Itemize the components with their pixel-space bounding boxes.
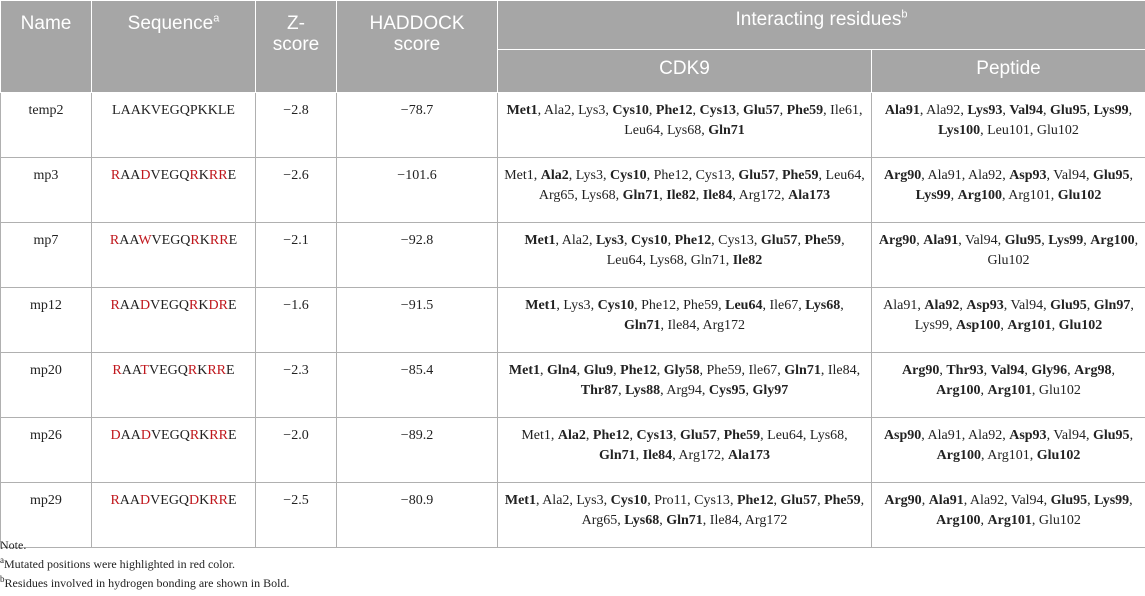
- table-row: [1, 353, 1145, 418]
- hbond-residue: Glu95: [1050, 103, 1087, 118]
- cell-cdk9-residues: Met1, Ala2, Lys3, Cys10, Pro11, Cys13, Phe12, Glu57, Phe59, Arg65, Lys68, Gln71, Ile84, Arg172: [498, 483, 872, 548]
- mutated-residue: RR: [208, 168, 228, 183]
- hbond-residue: Arg101: [1007, 318, 1052, 333]
- residue: Cys13: [694, 493, 730, 508]
- residue: Gln71: [690, 253, 726, 268]
- mutated-residue: R: [112, 363, 122, 378]
- hbond-residue: Cys95: [708, 383, 746, 398]
- cell-haddock-score: −91.5: [337, 288, 498, 353]
- cell-cdk9-residues: Met1, Ala2, Lys3, Cys10, Phe12, Cys13, Glu57, Phe59, Leu64, Lys68, Gln71, Ile82: [498, 223, 872, 288]
- hbond-residue: Glu102: [1058, 318, 1103, 333]
- residue: Lys68: [581, 188, 616, 203]
- table-row: [1, 223, 1145, 288]
- cell-peptide-residues: Arg90, Ala91, Ala92, Val94, Glu95, Lys99, Arg100, Arg101, Glu102: [872, 483, 1145, 548]
- hbond-residue: Gly97: [752, 383, 789, 398]
- hbond-residue: Arg100: [936, 383, 981, 398]
- residue: Glu102: [1036, 123, 1079, 138]
- cell-sequence: [92, 158, 256, 223]
- hbond-residue: Cys10: [612, 103, 649, 118]
- hbond-residue: Val94: [1009, 103, 1044, 118]
- note-b: $^b$Residues involved in hydrogen bonding are shown in Bold.: [0, 574, 290, 590]
- cell-peptide-residues: Arg90, Ala91, Ala92, Asp93, Val94, Glu95, Lys99, Arg100, Arg101, Glu102: [872, 158, 1145, 223]
- header-name: Name: [1, 1, 92, 93]
- residue: Phe12: [641, 298, 677, 313]
- residue: Glu102: [1038, 383, 1081, 398]
- table-notes: [0, 536, 289, 593]
- table-row: [1, 158, 1145, 223]
- cell-peptide-residues: Ala91, Ala92, Asp93, Val94, Glu95, Gln97, Lys99, Asp100, Arg101, Glu102: [872, 288, 1145, 353]
- cell-name: temp2: [1, 93, 92, 158]
- mutated-residue: D: [189, 493, 200, 508]
- residue: Met1: [521, 428, 551, 443]
- cell-peptide-residues: Arg90, Thr93, Val94, Gly96, Arg98, Arg100, Arg101, Glu102: [872, 353, 1145, 418]
- cell-peptide-residues: Arg90, Ala91, Val94, Glu95, Lys99, Arg100, Glu102: [872, 223, 1145, 288]
- residue: Ala92: [926, 103, 961, 118]
- hbond-residue: Val94: [990, 363, 1025, 378]
- hbond-residue: Lys100: [938, 123, 981, 138]
- residue: Leu64: [624, 123, 660, 138]
- hbond-residue: Met1: [506, 103, 538, 118]
- hbond-residue: Cys10: [610, 168, 647, 183]
- header-haddock-score: HADDOCK score: [337, 1, 498, 93]
- hbond-residue: Arg101: [987, 383, 1032, 398]
- cell-zscore: −2.5: [256, 483, 337, 548]
- hbond-residue: Lys99: [915, 188, 951, 203]
- mutated-residue: W: [138, 233, 152, 248]
- residue: Ile67: [748, 363, 778, 378]
- residue: Arg94: [666, 383, 702, 398]
- residue: Arg101: [987, 448, 1030, 463]
- hbond-residue: Thr93: [946, 363, 984, 378]
- table-body: [1, 93, 1145, 548]
- sequence-segment: VEGQ: [150, 428, 190, 443]
- residue: Ala92: [969, 493, 1005, 508]
- hbond-residue: Glu102: [1057, 188, 1102, 203]
- hbond-residue: Ala91: [928, 493, 964, 508]
- hbond-residue: Gln97: [1093, 298, 1131, 313]
- hbond-residue: Ala91: [884, 103, 920, 118]
- residue: Leu64: [767, 428, 803, 443]
- residue: Lys3: [575, 168, 604, 183]
- sequence-segment: VEGQ: [150, 168, 190, 183]
- sequence-segment: E: [227, 493, 237, 508]
- sequence-segment: E: [226, 363, 235, 378]
- hbond-residue: Leu64: [725, 298, 763, 313]
- sequence-segment: K: [199, 233, 210, 248]
- hbond-residue: Arg100: [1090, 233, 1135, 248]
- hbond-residue: Met1: [524, 233, 556, 248]
- mutated-residue: R: [189, 168, 199, 183]
- hbond-residue: Lys93: [967, 103, 1003, 118]
- hbond-residue: Glu95: [1004, 233, 1042, 248]
- residue: Phe59: [706, 363, 742, 378]
- hbond-residue: Ala173: [727, 448, 770, 463]
- cell-sequence: [92, 223, 256, 288]
- header-sequence: Sequence$^a$: [92, 1, 256, 93]
- hbond-residue: Lys99: [1094, 493, 1130, 508]
- mutated-residue: R: [189, 298, 199, 313]
- residue: Cys13: [695, 168, 732, 183]
- hbond-residue: Glu95: [1092, 168, 1130, 183]
- mutated-residue: R: [110, 493, 120, 508]
- hbond-residue: Ala92: [924, 298, 960, 313]
- note-title: Note.: [0, 538, 27, 552]
- sequence-segment: AA: [120, 168, 141, 183]
- hbond-residue: Ala2: [540, 168, 569, 183]
- hbond-residue: Ile84: [702, 188, 733, 203]
- hbond-residue: Asp90: [883, 428, 922, 443]
- residue: Leu64: [606, 253, 643, 268]
- cell-zscore: −2.3: [256, 353, 337, 418]
- hbond-residue: Ala2: [557, 428, 586, 443]
- hbond-residue: Asp93: [966, 298, 1004, 313]
- sequence-segment: E: [228, 233, 238, 248]
- residue: Leu64: [825, 168, 862, 183]
- hbond-residue: Glu57: [780, 493, 818, 508]
- hbond-residue: Met1: [504, 493, 536, 508]
- residue: Val94: [1053, 428, 1086, 443]
- sequence-segment: VEGQ: [150, 493, 190, 508]
- residue: Cys13: [718, 233, 754, 248]
- residue: Pro11: [654, 493, 688, 508]
- hbond-residue: Lys99: [1048, 233, 1084, 248]
- cell-name: mp29: [1, 483, 92, 548]
- residue: Ala91: [927, 168, 962, 183]
- residue: Ala2: [543, 103, 572, 118]
- hbond-residue: Gly58: [663, 363, 700, 378]
- hbond-residue: Glu102: [1036, 448, 1081, 463]
- cell-name: mp26: [1, 418, 92, 483]
- hbond-residue: Phe12: [620, 363, 657, 378]
- mutated-residue: D: [110, 428, 121, 443]
- mutated-residue: T: [140, 363, 149, 378]
- sequence-segment: AA: [120, 428, 141, 443]
- hbond-residue: Arg90: [878, 233, 917, 248]
- mutated-residue: R: [187, 363, 198, 378]
- hbond-residue: Lys3: [595, 233, 624, 248]
- hbond-residue: Arg100: [936, 448, 981, 463]
- hbond-residue: Gln71: [623, 318, 661, 333]
- residue: Ile84: [709, 513, 739, 528]
- table-row: [1, 93, 1145, 158]
- residue: Val94: [1053, 168, 1086, 183]
- cell-sequence: [92, 353, 256, 418]
- residue: Ala92: [967, 168, 1003, 183]
- hbond-residue: Gln71: [666, 513, 703, 528]
- sequence-segment: E: [227, 428, 237, 443]
- residue: Ile67: [769, 298, 799, 313]
- residue: Lys68: [649, 253, 684, 268]
- hbond-residue: Glu57: [743, 103, 780, 118]
- hbond-residue: Phe12: [655, 103, 693, 118]
- mutated-residue: RR: [209, 428, 228, 443]
- mutated-residue: R: [110, 298, 120, 313]
- sequence-segment: E: [227, 298, 237, 313]
- cell-cdk9-residues: Met1, Ala2, Lys3, Cys10, Phe12, Cys13, Glu57, Phe59, Leu64, Arg65, Lys68, Gln71, Ile82, Ile84, Arg172, Ala173: [498, 158, 872, 223]
- hbond-residue: Glu95: [1050, 493, 1088, 508]
- residue: Lys3: [563, 298, 591, 313]
- sequence-segment: VEGQ: [148, 363, 188, 378]
- cell-name: mp20: [1, 353, 92, 418]
- sequence-segment: VEGQ: [151, 233, 191, 248]
- mutated-residue: R: [190, 233, 200, 248]
- cell-zscore: −2.0: [256, 418, 337, 483]
- mutated-residue: R: [189, 428, 200, 443]
- mutated-residue: DR: [208, 298, 228, 313]
- cell-cdk9-residues: Met1, Ala2, Lys3, Cys10, Phe12, Cys13, Glu57, Phe59, Ile61, Leu64, Lys68, Gln71: [498, 93, 872, 158]
- hbond-residue: Lys88: [625, 383, 661, 398]
- sequence-segment: K: [199, 428, 210, 443]
- hbond-residue: Phe12: [736, 493, 774, 508]
- hbond-residue: Asp100: [955, 318, 1001, 333]
- hbond-residue: Phe59: [781, 168, 819, 183]
- hbond-residue: Ile82: [732, 253, 763, 268]
- hbond-residue: Phe12: [674, 233, 712, 248]
- mutated-residue: D: [140, 168, 151, 183]
- sequence-segment: AA: [119, 233, 139, 248]
- mutated-residue: D: [140, 298, 151, 313]
- residue: Arg101: [1008, 188, 1051, 203]
- cell-zscore: −2.1: [256, 223, 337, 288]
- sequence-segment: K: [197, 363, 208, 378]
- residue: Ile84: [827, 363, 857, 378]
- cell-sequence: [92, 288, 256, 353]
- hbond-residue: Gln4: [546, 363, 577, 378]
- cell-name: mp7: [1, 223, 92, 288]
- sequence-segment: AA: [119, 493, 141, 508]
- cell-zscore: −2.8: [256, 93, 337, 158]
- residue: Arg172: [702, 318, 746, 333]
- residue: Met1: [504, 168, 534, 183]
- hbond-residue: Met1: [525, 298, 557, 313]
- residue: Lys3: [578, 103, 606, 118]
- residue: Glu102: [1038, 513, 1081, 528]
- hbond-residue: Met1: [508, 363, 540, 378]
- hbond-residue: Glu57: [738, 168, 775, 183]
- hbond-residue: Phe12: [592, 428, 630, 443]
- residue: Lys68: [809, 428, 845, 443]
- residue: Ala91: [883, 298, 918, 313]
- mutated-residue: R: [110, 168, 121, 183]
- residue: Ile61: [830, 103, 859, 118]
- hbond-residue: Gln71: [708, 123, 745, 138]
- mutated-residue: RR: [209, 233, 229, 248]
- hbond-residue: Arg101: [987, 513, 1032, 528]
- hbond-residue: Gln71: [784, 363, 821, 378]
- hbond-residue: Arg90: [902, 363, 940, 378]
- hbond-residue: Ala173: [788, 188, 831, 203]
- hbond-residue: Glu57: [680, 428, 717, 443]
- sequence-segment: K: [199, 493, 210, 508]
- mutated-residue: RR: [209, 493, 228, 508]
- cell-cdk9-residues: Met1, Lys3, Cys10, Phe12, Phe59, Leu64, Ile67, Lys68, Gln71, Ile84, Arg172: [498, 288, 872, 353]
- cell-peptide-residues: Asp90, Ala91, Ala92, Asp93, Val94, Glu95, Arg100, Arg101, Glu102: [872, 418, 1145, 483]
- cell-zscore: −2.6: [256, 158, 337, 223]
- residue: Arg172: [744, 513, 788, 528]
- table-row: [1, 418, 1145, 483]
- residue: Glu102: [987, 253, 1030, 268]
- hbond-residue: Glu9: [583, 363, 614, 378]
- mutated-residue: RR: [207, 363, 227, 378]
- note-a: $^a$Mutated positions were highlighted in red color.: [0, 555, 235, 571]
- header-peptide: Peptide: [872, 50, 1145, 93]
- hbond-residue: Glu95: [1092, 428, 1130, 443]
- hbond-residue: Ile82: [666, 188, 696, 203]
- residue: Phe12: [653, 168, 689, 183]
- residue: Arg65: [538, 188, 575, 203]
- table-row: [1, 288, 1145, 353]
- hbond-residue: Glu95: [1050, 298, 1087, 313]
- header-cdk9: CDK9: [498, 50, 872, 93]
- footnote-a-marker: a: [213, 12, 220, 25]
- hbond-residue: Cys10: [610, 493, 648, 508]
- sequence-segment: VEGQ: [150, 298, 190, 313]
- hbond-residue: Cys10: [631, 233, 668, 248]
- residue: Ala2: [561, 233, 589, 248]
- hbond-residue: Gly96: [1031, 363, 1068, 378]
- sequence-segment: K: [198, 298, 209, 313]
- hbond-residue: Gln71: [622, 188, 660, 203]
- hbond-residue: Cys10: [597, 298, 635, 313]
- header-interacting-residues: Interacting residues$^b$: [498, 1, 1145, 50]
- residue: Lys68: [666, 123, 702, 138]
- cell-cdk9-residues: Met1, Gln4, Glu9, Phe12, Gly58, Phe59, Ile67, Gln71, Ile84, Thr87, Lys88, Arg94, Cys95, Gly97: [498, 353, 872, 418]
- cell-haddock-score: −80.9: [337, 483, 498, 548]
- hbond-residue: Lys68: [805, 298, 841, 313]
- hbond-residue: Arg90: [884, 493, 922, 508]
- mutated-residue: R: [109, 233, 120, 248]
- cell-haddock-score: −85.4: [337, 353, 498, 418]
- hbond-residue: Lys99: [1093, 103, 1129, 118]
- cell-cdk9-residues: Met1, Ala2, Phe12, Cys13, Glu57, Phe59, Leu64, Lys68, Gln71, Ile84, Arg172, Ala173: [498, 418, 872, 483]
- residue: Ala2: [542, 493, 570, 508]
- residue: Val94: [1010, 493, 1044, 508]
- residue: Val94: [1010, 298, 1044, 313]
- residue: Leu101: [987, 123, 1030, 138]
- residue: Lys99: [914, 318, 949, 333]
- sequence-segment: E: [227, 168, 237, 183]
- residue: Lys3: [576, 493, 604, 508]
- residue: Ala92: [967, 428, 1003, 443]
- cell-sequence: [92, 93, 256, 158]
- sequence-segment: AA: [121, 363, 141, 378]
- sequence-segment: AA: [119, 298, 141, 313]
- header-zscore: Z-score: [256, 1, 337, 93]
- hbond-residue: Ile84: [642, 448, 673, 463]
- hbond-residue: Phe59: [804, 233, 842, 248]
- residue: Arg65: [581, 513, 618, 528]
- residue: Arg172: [678, 448, 721, 463]
- hbond-residue: Ala91: [923, 233, 959, 248]
- hbond-residue: Arg100: [957, 188, 1002, 203]
- residue: Phe59: [683, 298, 719, 313]
- residue: Val94: [965, 233, 998, 248]
- hbond-residue: Cys13: [699, 103, 737, 118]
- cell-name: mp3: [1, 158, 92, 223]
- cell-haddock-score: −78.7: [337, 93, 498, 158]
- mutated-residue: D: [140, 428, 151, 443]
- hbond-residue: Arg100: [936, 513, 981, 528]
- hbond-residue: Gln71: [599, 448, 636, 463]
- hbond-residue: Asp93: [1009, 428, 1047, 443]
- hbond-residue: Arg98: [1074, 363, 1112, 378]
- hbond-residue: Phe59: [786, 103, 824, 118]
- residue: Ala91: [927, 428, 962, 443]
- hbond-residue: Phe59: [824, 493, 861, 508]
- cell-sequence: [92, 418, 256, 483]
- hbond-residue: Glu57: [760, 233, 798, 248]
- cell-haddock-score: −101.6: [337, 158, 498, 223]
- hbond-residue: Arg90: [883, 168, 922, 183]
- cell-haddock-score: −92.8: [337, 223, 498, 288]
- cell-peptide-residues: Ala91, Ala92, Lys93, Val94, Glu95, Lys99, Lys100, Leu101, Glu102: [872, 93, 1145, 158]
- hbond-residue: Lys68: [624, 513, 660, 528]
- mutated-residue: D: [140, 493, 151, 508]
- footnote-b-marker: b: [901, 8, 908, 21]
- cell-name: mp12: [1, 288, 92, 353]
- residue: Arg172: [738, 188, 782, 203]
- hbond-residue: Phe59: [723, 428, 761, 443]
- sequence-segment: K: [198, 168, 209, 183]
- hbond-residue: Thr87: [580, 383, 619, 398]
- residue: Ile84: [667, 318, 697, 333]
- sequence-segment: LAAKVEGQPKKLE: [112, 103, 235, 118]
- hbond-residue: Cys13: [636, 428, 674, 443]
- hbond-residue: Asp93: [1009, 168, 1047, 183]
- cell-haddock-score: −89.2: [337, 418, 498, 483]
- cell-zscore: −1.6: [256, 288, 337, 353]
